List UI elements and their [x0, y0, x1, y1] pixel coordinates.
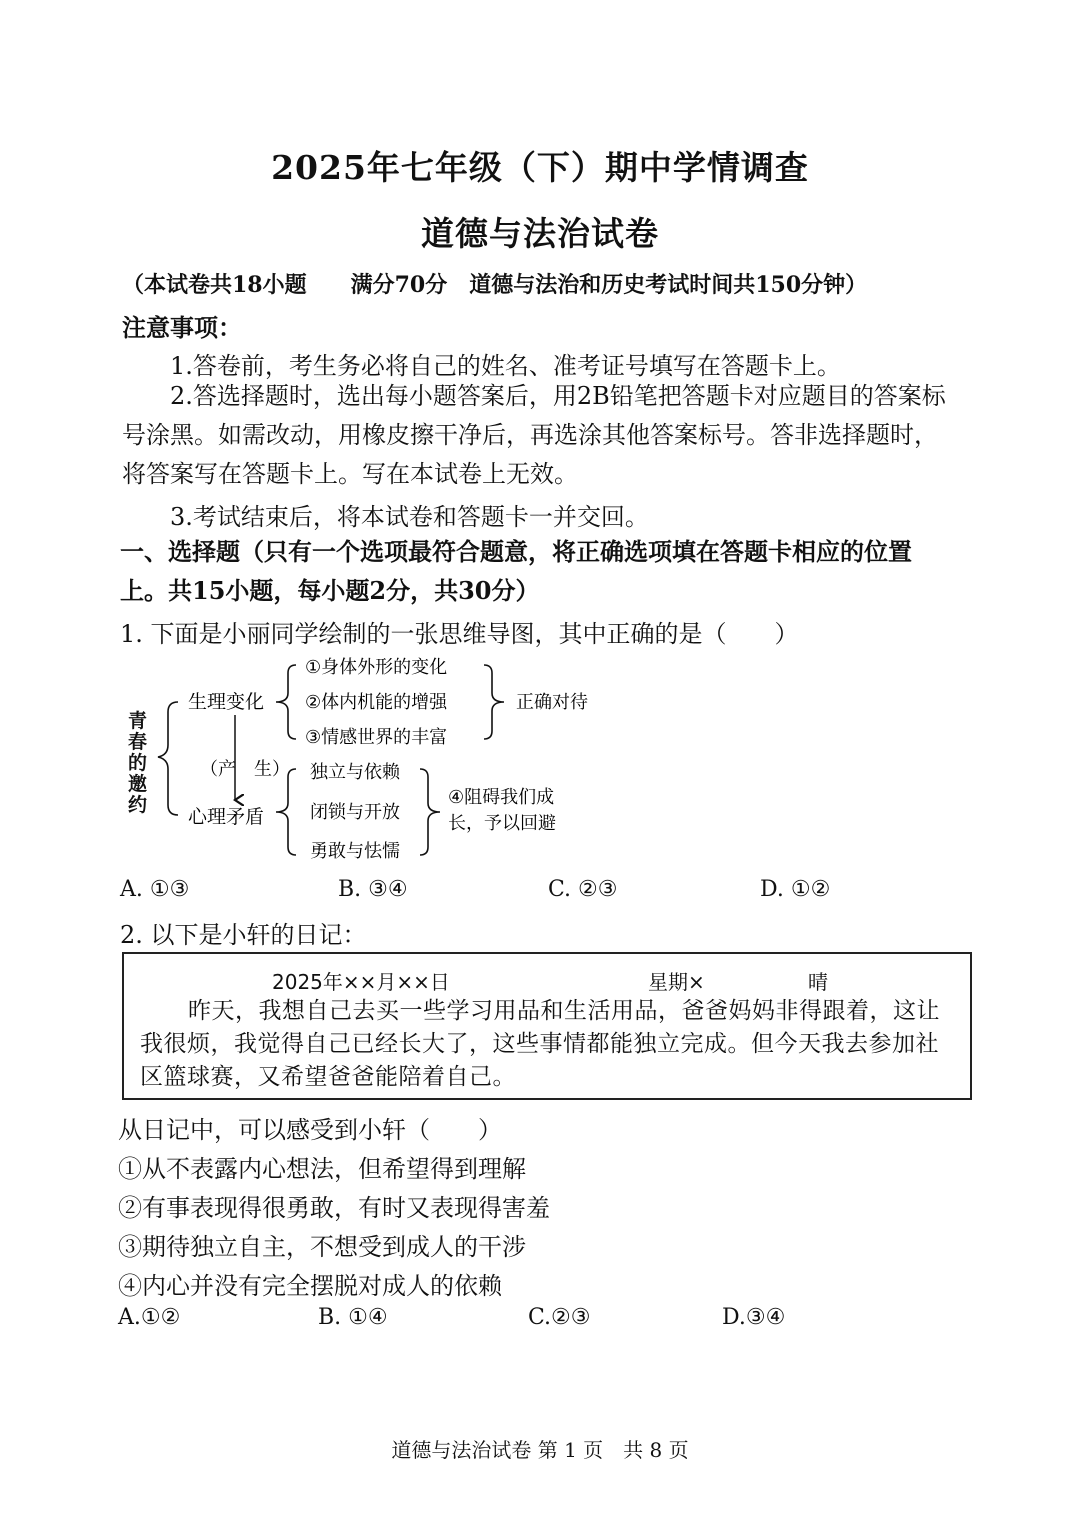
- top-item-3: ③情感世界的丰富: [305, 727, 448, 748]
- q2-statement-4: ④内心并没有完全摆脱对成人的依赖: [118, 1272, 502, 1300]
- bottom-brace: [276, 769, 296, 855]
- q1-option-a: A. ①③: [120, 877, 190, 902]
- produce-label: （产 生）: [200, 759, 290, 780]
- q2-question: 从日记中，可以感受到小轩（ ）: [118, 1116, 502, 1144]
- q1-option-c: C. ②③: [548, 877, 618, 902]
- top-result: 正确对待: [516, 692, 588, 713]
- branch-psychological: 心理矛盾: [188, 806, 265, 828]
- notice-heading: 注意事项：: [122, 313, 242, 342]
- q1-stem: 1. 下面是小丽同学绘制的一张思维导图，其中正确的是（ ）: [120, 620, 799, 648]
- notice-item-3: 3.考试结束后，将本试卷和答题卡一并交回。: [170, 503, 649, 531]
- diary-box: [122, 952, 972, 1100]
- diary-weekday: 星期×: [648, 970, 705, 994]
- top-brace: [276, 665, 296, 739]
- q2-option-a: A.①②: [118, 1305, 181, 1330]
- branch-physiological: 生理变化: [188, 691, 265, 713]
- q1-mind-map: [110, 645, 610, 870]
- top-right-brace: [484, 665, 504, 739]
- bottom-result-line1: ④阻碍我们成: [448, 787, 555, 808]
- notice-item-1: 1.答卷前，考生务必将自己的姓名、准考证号填写在答题卡上。: [170, 352, 841, 380]
- mindmap-root-char: 约: [128, 794, 148, 816]
- q2-statement-1: ①从不表露内心想法，但希望得到理解: [118, 1155, 526, 1183]
- diary-body: 昨天，我想自己去买一些学习用品和生活用品，爸爸妈妈非得跟着，这让我很烦，我觉得自己已经长大了，这些事情都能独立完成。但今天我去参加社区篮球赛，又希望爸爸能陪着自己。: [140, 998, 940, 1090]
- top-item-2: ②体内机能的增强: [305, 692, 448, 713]
- bottom-item-2: 闭锁与开放: [310, 802, 400, 823]
- mindmap-root: [128, 709, 147, 816]
- mindmap-root-char: 青: [128, 710, 148, 732]
- bottom-item-1: 独立与依赖: [310, 762, 400, 783]
- q1-option-b: B. ③④: [338, 877, 408, 902]
- q2-option-c: C.②③: [528, 1305, 591, 1330]
- mindmap-root-char: 邀: [128, 773, 148, 795]
- q1-option-d: D. ①②: [760, 877, 831, 902]
- section-heading: 一、选择题（只有一个选项最符合题意，将正确选项填在答题卡相应的位置上。共15小题，每小题2分，共30分）: [120, 537, 912, 605]
- bottom-result-line2: 长，予以回避: [448, 813, 556, 834]
- diary-date: 2025年××月××日: [272, 970, 450, 994]
- q2-option-b: B. ①④: [318, 1305, 388, 1330]
- q2-stem: 2. 以下是小轩的日记：: [120, 921, 367, 949]
- bottom-right-brace: [420, 769, 440, 855]
- q2-statement-3: ③期待独立自主，不想受到成人的干涉: [118, 1233, 526, 1261]
- top-item-1: ①身体外形的变化: [305, 657, 448, 678]
- diary-weather: 晴: [808, 970, 828, 994]
- page-footer: 道德与法治试卷 第 1 页 共 8 页: [391, 1438, 689, 1462]
- q2-statement-2: ②有事表现得很勇敢，有时又表现得害羞: [118, 1194, 550, 1222]
- root-brace: [158, 702, 178, 815]
- notice-item-2: 2.答选择题时，选出每小题答案后，用2B铅笔把答题卡对应题目的答案标号涂黑。如需改动，用橡皮擦干净后，再选涂其他答案标号。答非选择题时，将答案写在答题卡上。写在本试卷上无效。: [122, 382, 946, 488]
- bottom-item-3: 勇敢与怯懦: [310, 841, 400, 862]
- q2-option-d: D.③④: [722, 1305, 786, 1330]
- exam-subtitle: 道德与法治试卷: [421, 214, 659, 253]
- exam-info: （本试卷共18小题 满分70分 道德与法治和历史考试时间共150分钟）: [122, 272, 868, 298]
- mindmap-root-char: 的: [128, 752, 148, 774]
- exam-title: 2025年七年级（下）期中学情调查: [271, 148, 809, 187]
- mindmap-root-char: 春: [128, 731, 148, 753]
